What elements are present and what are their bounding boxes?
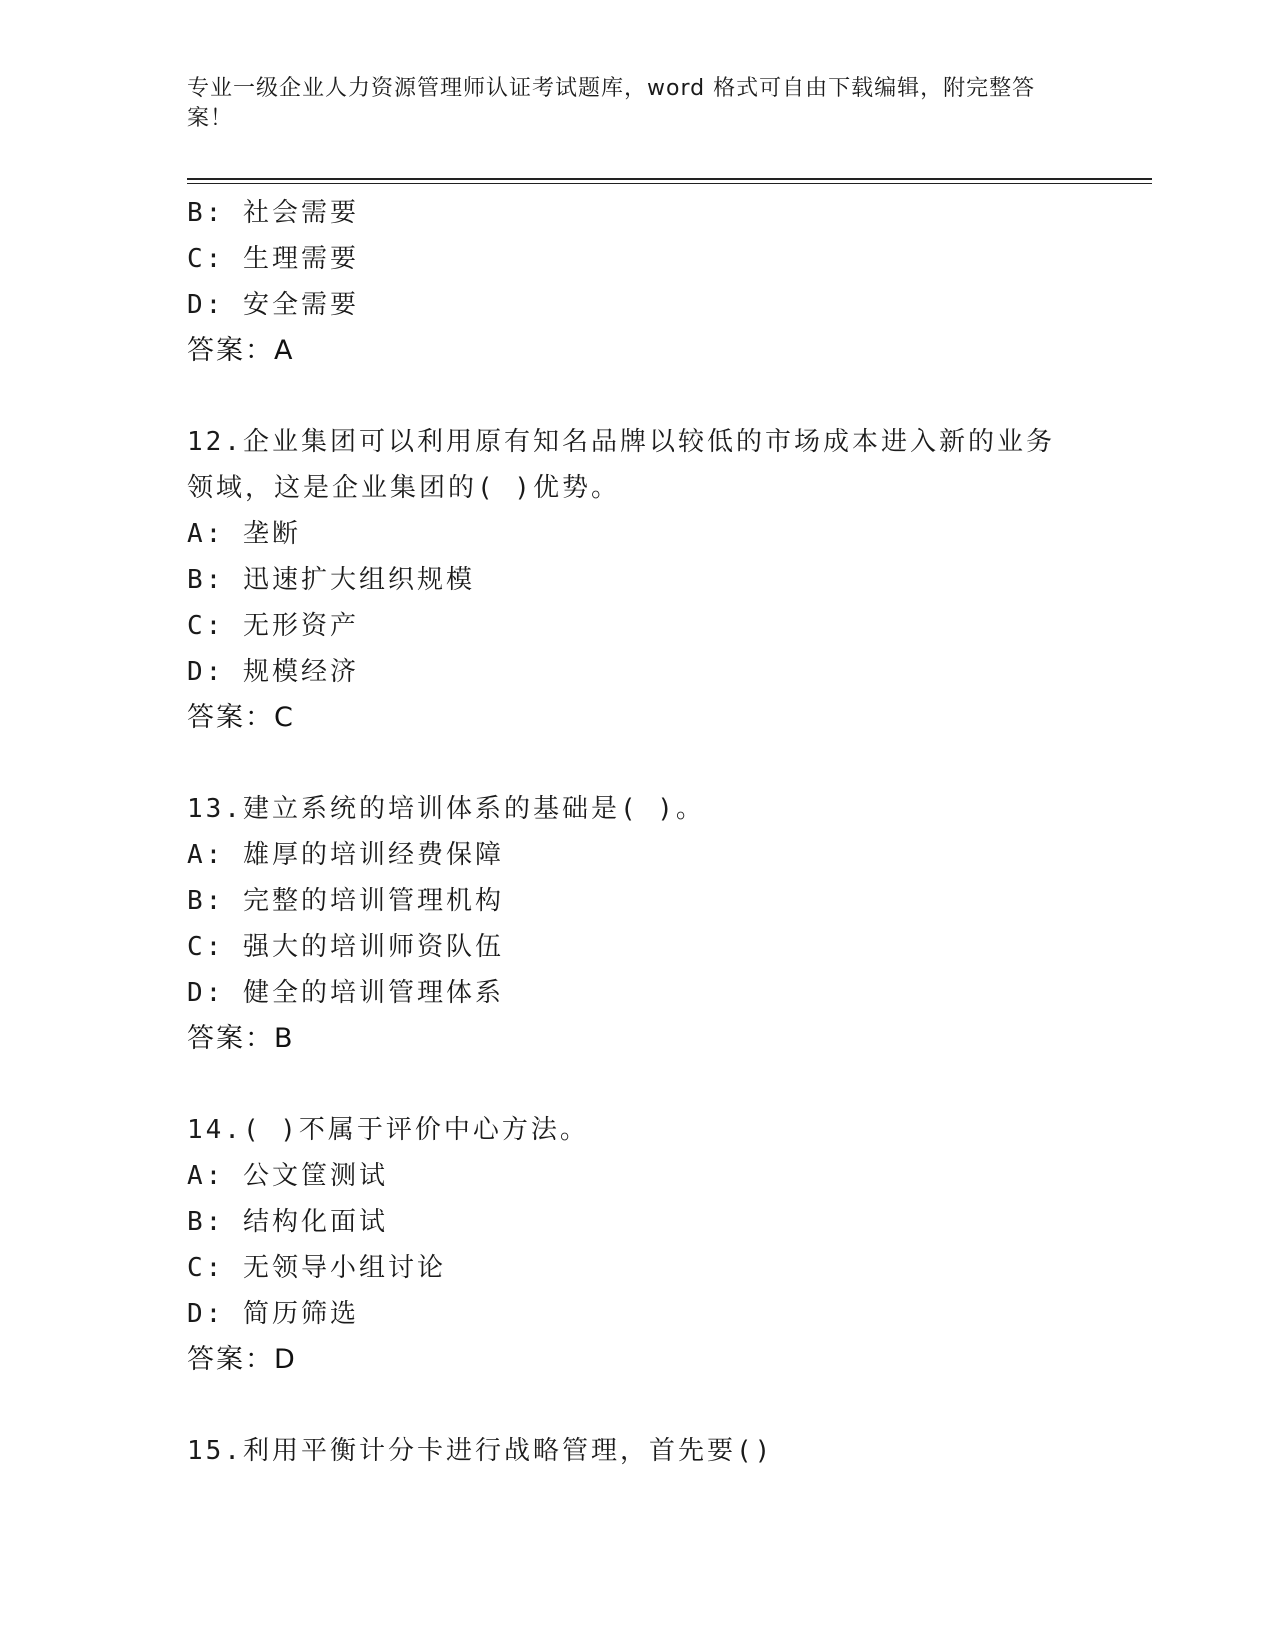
answer-line: 答案：D (187, 1344, 297, 1375)
question-text: 15.利用平衡计分卡进行战略管理，首先要() (187, 1436, 774, 1466)
question-block (187, 786, 1087, 1062)
question-block (187, 1107, 1087, 1383)
header-divider-thick (187, 178, 1152, 180)
page-header-title: 专业一级企业人力资源管理师认证考试题库，word 格式可自由下载编辑，附完整答案！ (187, 76, 1036, 131)
option-a: A: 垄断 (187, 519, 301, 549)
question-text: 14.( )不属于评价中心方法。 (187, 1115, 589, 1145)
option-c: C: 生理需要 (187, 244, 359, 274)
option-a: A: 雄厚的培训经费保障 (187, 840, 504, 870)
option-c: C: 无领导小组讨论 (187, 1253, 446, 1283)
answer-line: 答案：C (187, 702, 295, 733)
option-d: D: 健全的培训管理体系 (187, 978, 504, 1008)
option-b: B: 完整的培训管理机构 (187, 886, 504, 916)
option-c: C: 强大的培训师资队伍 (187, 932, 504, 962)
question-text: 12.企业集团可以利用原有知名品牌以较低的市场成本进入新的业务领域，这是企业集团的( )优势。 (187, 427, 1055, 503)
question-block (187, 1428, 1087, 1474)
option-d: D: 安全需要 (187, 290, 359, 320)
option-b: B: 结构化面试 (187, 1207, 388, 1237)
option-c: C: 无形资产 (187, 611, 359, 641)
answer-line: 答案：B (187, 1023, 295, 1054)
header-divider-thin (187, 183, 1152, 184)
option-b: B: 社会需要 (187, 198, 359, 228)
question-text: 13.建立系统的培训体系的基础是( )。 (187, 794, 705, 824)
question-block (187, 190, 1087, 374)
answer-line: 答案：A (187, 335, 295, 366)
question-block (187, 419, 1087, 741)
question-list (187, 190, 1087, 1474)
option-d: D: 简历筛选 (187, 1299, 359, 1329)
option-d: D: 规模经济 (187, 657, 359, 687)
option-a: A: 公文筐测试 (187, 1161, 388, 1191)
option-b: B: 迅速扩大组织规模 (187, 565, 475, 595)
